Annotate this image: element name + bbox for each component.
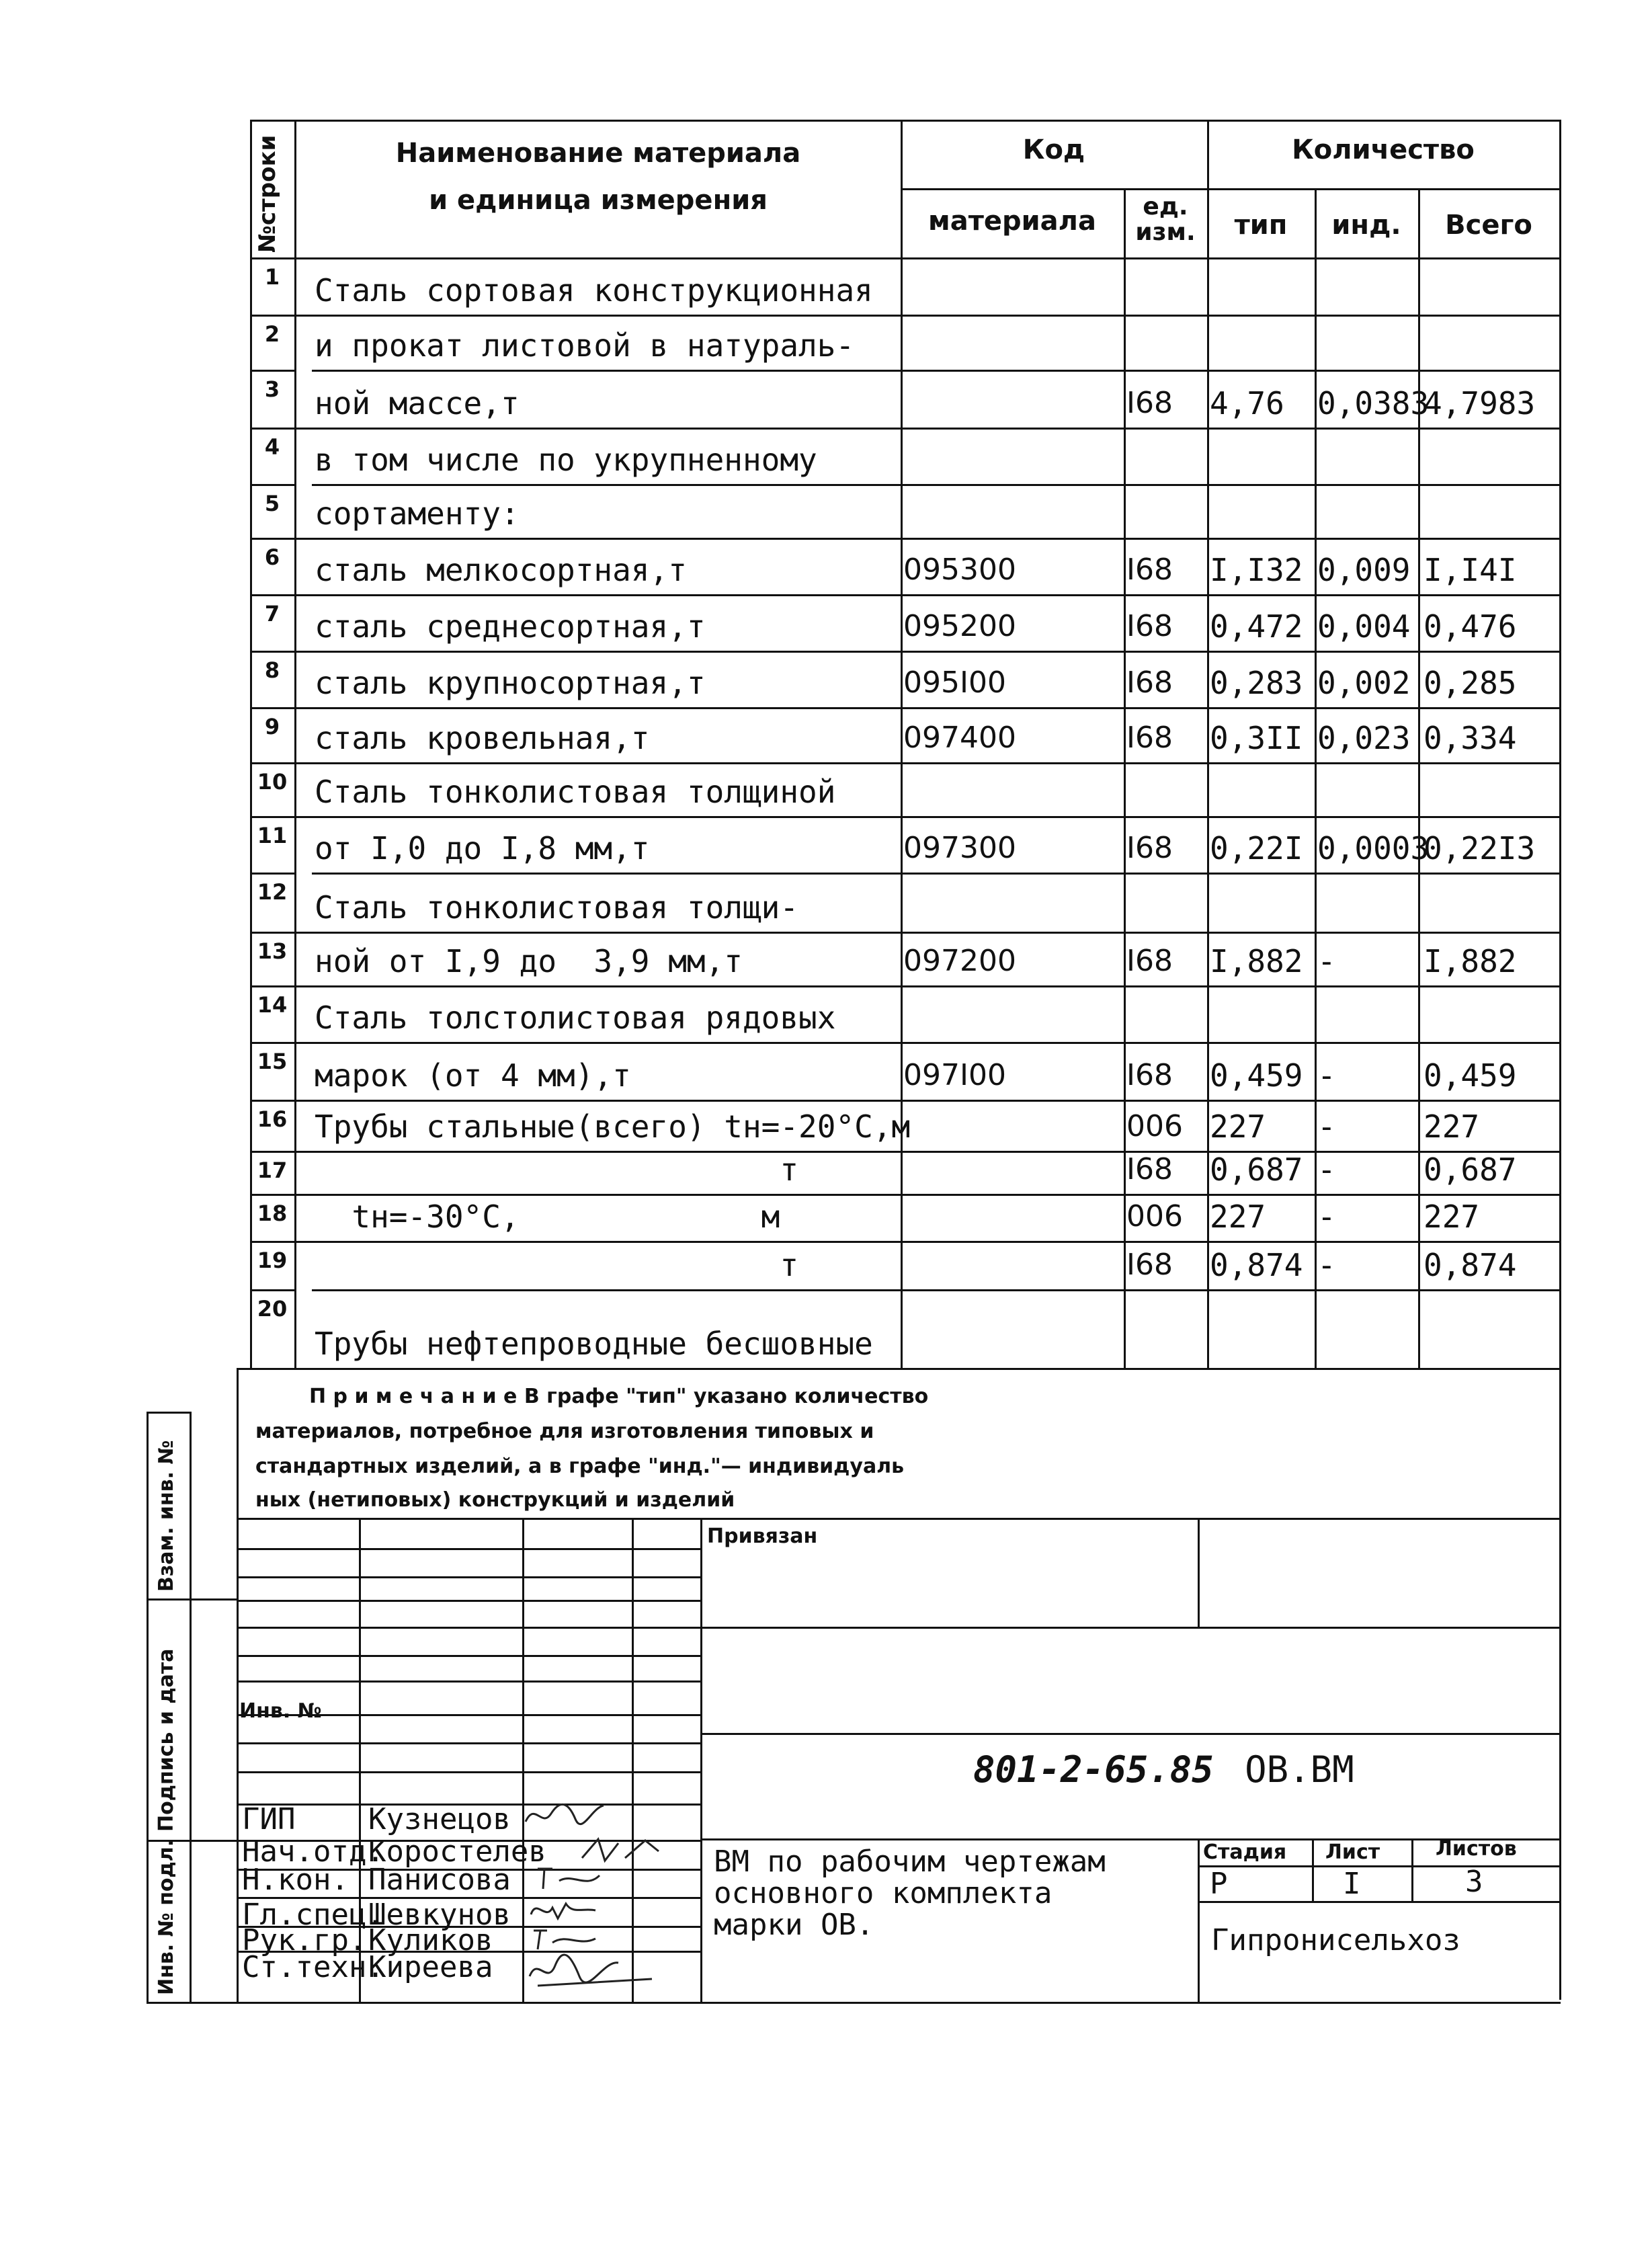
row-separator [250,315,1561,317]
row-separator [250,707,1561,709]
signatory-role: Рук.гр. [242,1923,367,1957]
cell-code: 097200 [903,944,1016,978]
stamp-col-line [700,1518,702,2002]
row-number: 1 [264,264,280,290]
side-strip-left [147,1412,149,2003]
row-number: 4 [264,434,280,460]
stamp-row-line [237,1627,700,1629]
row-separator [250,651,1561,653]
signatory-role: Нач.отд. [242,1834,384,1869]
cell-unit: I68 [1126,553,1173,587]
cell-total: 0,334 [1423,720,1517,756]
label-inv-podl: Инв. № подл. [155,1838,178,1995]
header-code: Код [1022,134,1085,165]
stamp-row-line [237,1771,700,1773]
row-separator [250,1194,1561,1196]
row-number: 9 [264,714,280,739]
row-separator-right [901,370,1559,372]
cell-unit: I68 [1126,386,1173,420]
label-podpis-data: Подпись и дата [155,1648,178,1832]
col-divider-ind [1418,188,1420,1370]
col-divider-typ [1315,188,1317,1370]
cell-typ: 4,76 [1210,385,1284,421]
cell-ind: - [1317,1199,1336,1235]
cell-total: 0,687 [1423,1151,1517,1188]
cell-typ: 0,687 [1210,1151,1303,1188]
note-line3: стандартных изделий, а в графе "инд."— индивидуаль [255,1455,905,1478]
row-number: 12 [257,879,288,905]
row-separator [250,428,1561,430]
cell-typ: I,I32 [1210,552,1303,588]
cell-total: 0,22I3 [1423,830,1536,866]
row-separator [250,1042,1561,1044]
cell-name: Сталь сортовая конструкционная [315,272,873,309]
row-separator [250,484,294,486]
stamp-row-line [237,1655,700,1657]
sheets-value: 3 [1465,1865,1483,1899]
signature-panisova [532,1861,606,1894]
note-line1: П р и м е ч а н и е В графе "тип" указано количество [309,1385,929,1408]
signatory-name: Киреева [368,1950,493,1984]
cell-total: 227 [1423,1199,1480,1235]
row-text-underline [312,370,901,372]
cell-name: Сталь тонколистовая толщиной [315,774,836,810]
row-separator [250,762,1561,764]
header-quantity: Количество [1292,134,1475,165]
table-bottom-border [237,1368,1561,1370]
note-line4: ных (нетиповых) конструкций и изделий [255,1488,735,1512]
signature-kireeva [524,1949,659,1996]
cell-name: Трубы нефтепроводные бесшовные [315,1326,873,1362]
cell-name: ной массе,т [315,385,520,421]
cell-unit: I68 [1126,944,1173,978]
stage-label: Стадия [1203,1840,1287,1864]
side-strip-top [147,1412,191,1414]
cell-name: ной от I,9 до 3,9 мм,т [315,943,743,979]
row-number: 5 [264,491,280,516]
header-subrow-line [901,188,1559,190]
cell-typ: 0,874 [1210,1247,1303,1283]
cell-code: 097300 [903,831,1016,865]
row-number: 14 [257,992,288,1018]
stamp-right-line [700,1838,1561,1840]
cell-unit: 006 [1126,1199,1183,1233]
stamp-col-line [1312,1838,1314,1901]
cell-unit: I68 [1126,1152,1173,1186]
stamp-col-line [1198,1518,1200,1627]
cell-ind: - [1317,1247,1336,1283]
cell-typ: 0,22I [1210,830,1303,866]
header-typ: тип [1234,210,1288,241]
row-separator [250,1289,294,1291]
cell-typ: 227 [1210,1199,1266,1235]
cell-ind: 0,004 [1317,608,1411,645]
signature-kuznetsov [522,1795,609,1835]
row-separator [250,1241,1561,1243]
doc-title-line2: основного комплекта [714,1876,1052,1910]
stamp-right-line [700,1627,1561,1629]
cell-ind: 0,0383 [1317,385,1430,421]
row-number: 13 [257,938,288,964]
doc-title-line1: ВМ по рабочим чертежам [714,1845,1106,1879]
cell-ind: 0,002 [1317,665,1411,701]
cell-total: I,I4I [1423,552,1517,588]
note-line2: материалов, потребное для изготовления типовых и [255,1420,874,1443]
row-text-underline [312,873,901,875]
doc-code-number: 801-2-65.85 [973,1748,1214,1791]
cell-name: Сталь толстолистовая рядовых [315,1000,836,1036]
cell-ind: - [1317,1108,1336,1145]
cell-ind: 0,0003 [1317,830,1430,866]
row-separator [250,985,1561,987]
cell-name: марок (от 4 мм),т [315,1057,631,1094]
header-row-number: №строки [254,134,281,253]
cell-name: Сталь тонколистовая толщи- [315,889,799,926]
stamp-right-line [700,1733,1561,1735]
row-separator [250,932,1561,934]
stamp-col-line [522,1518,524,2002]
cell-total: 4,7983 [1423,385,1536,421]
signatory-role: Гл.спец. [242,1898,384,1932]
cell-unit: I68 [1126,1248,1173,1282]
signatory-name: Кузнецов [368,1802,511,1836]
row-separator [250,873,294,875]
cell-code: 095300 [903,553,1016,587]
cell-name: сталь мелкосортная,т [315,552,687,588]
org-name: Гипронисельхоз [1211,1923,1460,1957]
row-number: 15 [257,1049,288,1074]
header-name-line2: и единица измерения [429,185,768,216]
inv-no-label: Инв. № [239,1699,322,1723]
header-material: материала [928,206,1096,237]
cell-code: 097400 [903,721,1016,755]
stamp-row-line [237,1576,700,1578]
cell-name: и прокат листовой в натураль- [315,327,855,364]
cell-typ: 227 [1210,1108,1266,1145]
side-strip-right [190,1412,192,2003]
stamp-row-line [237,1600,700,1602]
row-number: 2 [264,321,280,347]
cell-name: т [315,1151,799,1188]
stage-value: Р [1210,1867,1228,1901]
cell-name: т [315,1247,799,1283]
row-separator [250,594,1561,596]
signatory-role: Ст.техн. [242,1950,384,1984]
header-unit-line2: изм. [1135,218,1196,246]
row-number: 8 [264,657,280,683]
stamp-col-line [1198,1838,1200,2002]
row-number: 11 [257,823,288,848]
row-separator [250,1100,1561,1102]
doc-title-line3: марки ОВ. [714,1908,874,1942]
row-number: 3 [264,376,280,402]
cell-ind: 0,009 [1317,552,1411,588]
cell-total: 0,476 [1423,608,1517,645]
signatory-role: Н.кон. [242,1863,349,1897]
signatory-name: Куликов [368,1923,493,1957]
table-left-border [250,120,252,1370]
row-text-underline [312,1289,901,1291]
cell-total: 0,285 [1423,665,1517,701]
row-separator-right [901,484,1559,486]
header-name-line1: Наименование материала [395,138,801,169]
col-divider-name [901,120,903,1370]
table-top-border [250,120,1561,122]
cell-name: сталь крупносортная,т [315,665,706,701]
row-number: 16 [257,1106,288,1132]
sheet-label: Лист [1325,1840,1380,1864]
cell-total: 0,874 [1423,1247,1517,1283]
doc-code [973,1748,1354,1791]
cell-typ: I,882 [1210,943,1303,979]
cell-total: 0,459 [1423,1057,1517,1094]
cell-name: сталь кровельная,т [315,720,650,756]
table-header-bottom [250,257,1561,259]
cell-ind: - [1317,1151,1336,1188]
stamp-row-line [237,1680,700,1683]
signatory-name: Панисова [368,1863,511,1897]
row-number: 19 [257,1248,288,1273]
cell-unit: I68 [1126,665,1173,700]
frame-bottom [147,2002,1561,2004]
signatory-name: Коростелев [368,1834,546,1869]
row-number: 10 [257,769,288,795]
row-separator [250,816,1561,818]
cell-ind: - [1317,943,1336,979]
note-bottom-line [237,1518,1561,1520]
cell-name: в том числе по укрупненному [315,442,817,478]
cell-ind: 0,023 [1317,720,1411,756]
cell-unit: I68 [1126,831,1173,865]
stamp-stage-line [1198,1865,1561,1867]
row-text-underline [312,484,901,486]
signatory-role: ГИП [242,1802,296,1836]
stamp-col-line [632,1518,634,2002]
cell-ind: - [1317,1057,1336,1094]
stamp-row-line [237,1742,700,1744]
side-strip-div1 [147,1598,237,1601]
stamp-col-line [1411,1838,1413,1901]
header-unit-line1: ед. [1143,193,1188,220]
cell-typ: 0,472 [1210,608,1303,645]
cell-typ: 0,459 [1210,1057,1303,1094]
col-divider-rownum [294,120,296,1370]
cell-unit: I68 [1126,721,1173,755]
col-divider-unit [1207,120,1209,1370]
lower-frame-right [1559,1368,1561,2000]
cell-name: от I,0 до I,8 мм,т [315,830,650,866]
row-number: 17 [257,1158,288,1183]
cell-code: 097I00 [903,1058,1006,1092]
row-number: 6 [264,544,280,570]
table-right-border [1559,120,1561,1370]
stamp-stage-line [1198,1901,1561,1903]
row-separator-right [901,1289,1559,1291]
cell-unit: 006 [1126,1109,1183,1143]
col-divider-code [1124,188,1126,1370]
signatory-name: Шевкунов [368,1898,511,1932]
header-ind: инд. [1331,210,1401,241]
cell-code: 095I00 [903,665,1006,700]
label-vzam-inv: Взам. инв. № [155,1440,178,1592]
stamp-row-line [237,1548,700,1550]
row-separator-right [901,873,1559,875]
row-separator [250,538,1561,540]
cell-total: I,882 [1423,943,1517,979]
frame-left-lower [237,1368,239,2003]
sheets-label: Листов [1436,1837,1517,1861]
row-number: 7 [264,601,280,626]
privyazan-label: Привязан [707,1525,818,1548]
row-number: 20 [257,1296,288,1322]
cell-typ: 0,283 [1210,665,1303,701]
cell-code: 095200 [903,609,1016,643]
sheet-value: I [1343,1867,1361,1901]
cell-typ: 0,3II [1210,720,1303,756]
row-number: 18 [257,1201,288,1226]
cell-name: сортаменту: [315,495,520,532]
doc-code-suffix: ОВ.ВМ [1245,1748,1354,1791]
cell-unit: I68 [1126,609,1173,643]
cell-name: Трубы стальные(всего) tн=-20°С,м [315,1108,911,1145]
cell-total: 227 [1423,1108,1480,1145]
cell-name: tн=-30°С, м [315,1199,780,1235]
header-total: Всего [1445,210,1532,241]
cell-name: сталь среднесортная,т [315,608,706,645]
row-separator [250,370,294,372]
cell-unit: I68 [1126,1058,1173,1092]
